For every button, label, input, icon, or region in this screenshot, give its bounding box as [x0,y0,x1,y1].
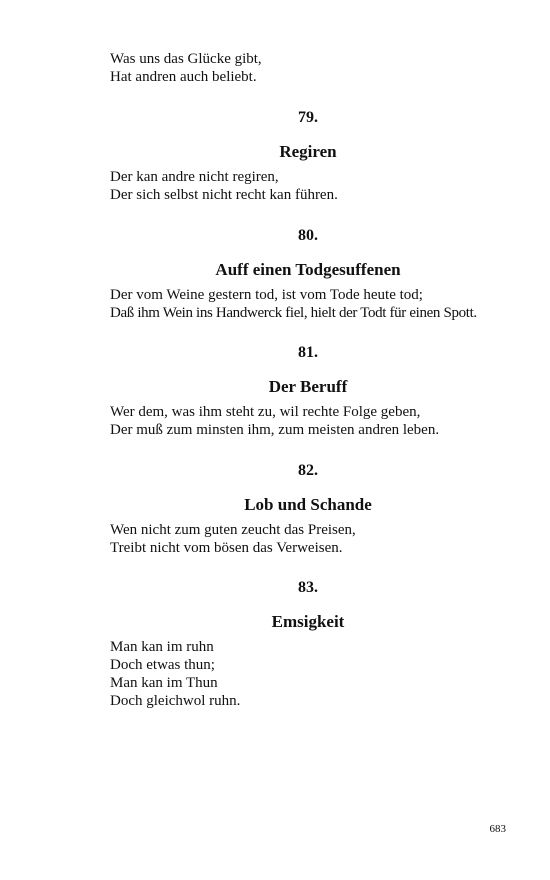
verse-line: Wer dem, was ihm steht zu, wil rechte Folge geben, [110,404,421,420]
poem-number: 79. [298,109,318,126]
poem-verse [110,521,520,557]
verse-line: Der muß zum minsten ihm, zum meisten andren leben. [110,422,440,438]
poem-number: 82. [298,462,318,479]
verse-line: Der kan andre nicht regiren, [110,169,279,185]
poem-verse [110,168,520,204]
verse-line: Der sich selbst nicht recht kan führen. [110,187,338,203]
intro-verse [110,50,520,86]
poem-title: Auff einen Todgesuffenen [215,260,401,279]
verse-line: Man kan im ruhn [110,639,214,655]
verse-line: Hat andren auch beliebt. [110,69,257,85]
verse-line: Der vom Weine gestern tod, ist vom Tode heute tod; [110,287,423,303]
poem-title: Regiren [279,142,337,161]
poem-title: Der Beruff [268,377,348,396]
poem-number: 81. [298,344,318,361]
poem-title: Lob und Schande [244,495,372,514]
verse-line: Man kan im Thun [110,675,218,691]
page-number: 683 [489,823,506,835]
poem-verse [110,403,520,439]
verse-line: Doch etwas thun; [110,657,215,673]
poem-verse [110,638,520,710]
poem-title: Emsigkeit [271,612,345,631]
verse-line: Was uns das Glücke gibt, [110,51,262,67]
verse-line: Treibt nicht vom bösen das Verweisen. [110,540,343,556]
poem-number: 80. [298,227,318,244]
verse-line: Doch gleichwol ruhn. [110,693,241,709]
verse-line: Daß ihm Wein ins Handwerck fiel, hielt der Todt für einen Spott. [110,305,477,321]
verse-line: Wen nicht zum guten zeucht das Preisen, [110,522,356,538]
poem-number: 83. [298,579,318,596]
poem-verse [110,286,520,322]
